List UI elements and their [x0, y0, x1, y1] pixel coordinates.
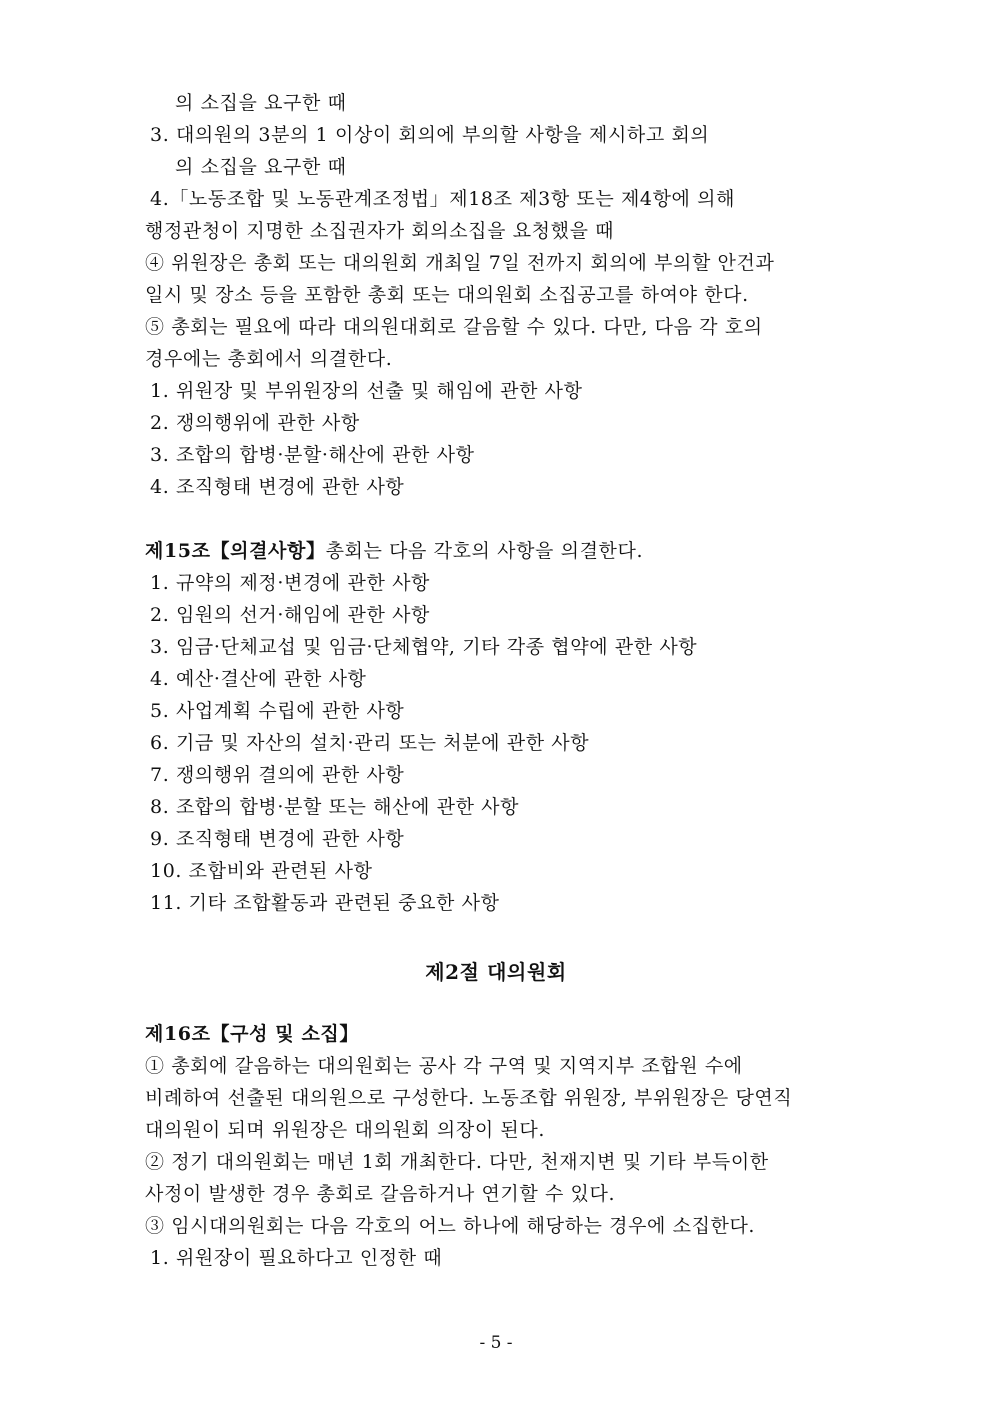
text-line: 의 소집을 요구한 때 [175, 92, 347, 114]
text-line: 행정관청이 지명한 소집권자가 회의소집을 요청했을 때 [145, 220, 615, 242]
article-15-heading [145, 539, 643, 563]
paragraph-line: 일시 및 장소 등을 포함한 총회 또는 대의원회 소집공고를 하여야 한다. [145, 284, 749, 306]
list-item: 4. 예산·결산에 관한 사항 [150, 668, 367, 690]
text-line: 의 소집을 요구한 때 [175, 156, 347, 178]
list-item: 2. 쟁의행위에 관한 사항 [150, 412, 360, 434]
list-item: 2. 임원의 선거·해임에 관한 사항 [150, 604, 430, 626]
list-item: 8. 조합의 합병·분할 또는 해산에 관한 사항 [150, 796, 520, 818]
list-item: 1. 규약의 제정·변경에 관한 사항 [150, 572, 430, 594]
article-16-title: 제16조【구성 및 소집】 [145, 1023, 359, 1045]
list-item: 1. 위원장이 필요하다고 인정한 때 [150, 1247, 443, 1269]
list-item: 6. 기금 및 자산의 설치·관리 또는 처분에 관한 사항 [150, 732, 590, 754]
list-item: 11. 기타 조합활동과 관련된 중요한 사항 [150, 892, 500, 914]
paragraph-line: ② 정기 대의원회는 매년 1회 개최한다. 다만, 천재지변 및 기타 부득이한 [145, 1151, 769, 1173]
list-item: 7. 쟁의행위 결의에 관한 사항 [150, 764, 405, 786]
page-number: - 5 - [479, 1333, 513, 1353]
paragraph-line: 대의원이 되며 위원장은 대의원회 의장이 된다. [145, 1119, 545, 1141]
list-item: 3. 대의원의 3분의 1 이상이 회의에 부의할 사항을 제시하고 회의 [150, 124, 710, 146]
paragraph-line: ④ 위원장은 총회 또는 대의원회 개최일 7일 전까지 회의에 부의할 안건과 [145, 252, 775, 274]
list-item: 3. 조합의 합병·분할·해산에 관한 사항 [150, 444, 475, 466]
list-item: 1. 위원장 및 부위원장의 선출 및 해임에 관한 사항 [150, 380, 583, 402]
list-item: 3. 임금·단체교섭 및 임금·단체협약, 기타 각종 협약에 관한 사항 [150, 636, 698, 658]
paragraph-line: ③ 임시대의원회는 다음 각호의 어느 하나에 해당하는 경우에 소집한다. [145, 1215, 756, 1237]
paragraph-line: 사정이 발생한 경우 총회로 갈음하거나 연기할 수 있다. [145, 1183, 616, 1205]
list-item: 4. 조직형태 변경에 관한 사항 [150, 476, 405, 498]
paragraph-line: ① 총회에 갈음하는 대의원회는 공사 각 구역 및 지역지부 조합원 수에 [145, 1055, 743, 1077]
list-item: 4.「노동조합 및 노동관계조정법」제18조 제3항 또는 제4항에 의해 [150, 188, 736, 210]
paragraph-line: 비례하여 선출된 대의원으로 구성한다. 노동조합 위원장, 부위원장은 당연직 [145, 1087, 793, 1109]
article-text: 총회는 다음 각호의 사항을 의결한다. [325, 540, 644, 562]
paragraph-line: ⑤ 총회는 필요에 따라 대의원대회로 갈음할 수 있다. 다만, 다음 각 호의 [145, 316, 763, 338]
list-item: 9. 조직형태 변경에 관한 사항 [150, 828, 405, 850]
section-heading: 제2절 대의원회 [425, 960, 567, 984]
paragraph-line: 경우에는 총회에서 의결한다. [145, 348, 393, 370]
article-title: 제15조【의결사항】 [145, 540, 326, 562]
list-item: 5. 사업계획 수립에 관한 사항 [150, 700, 405, 722]
list-item: 10. 조합비와 관련된 사항 [150, 860, 373, 882]
